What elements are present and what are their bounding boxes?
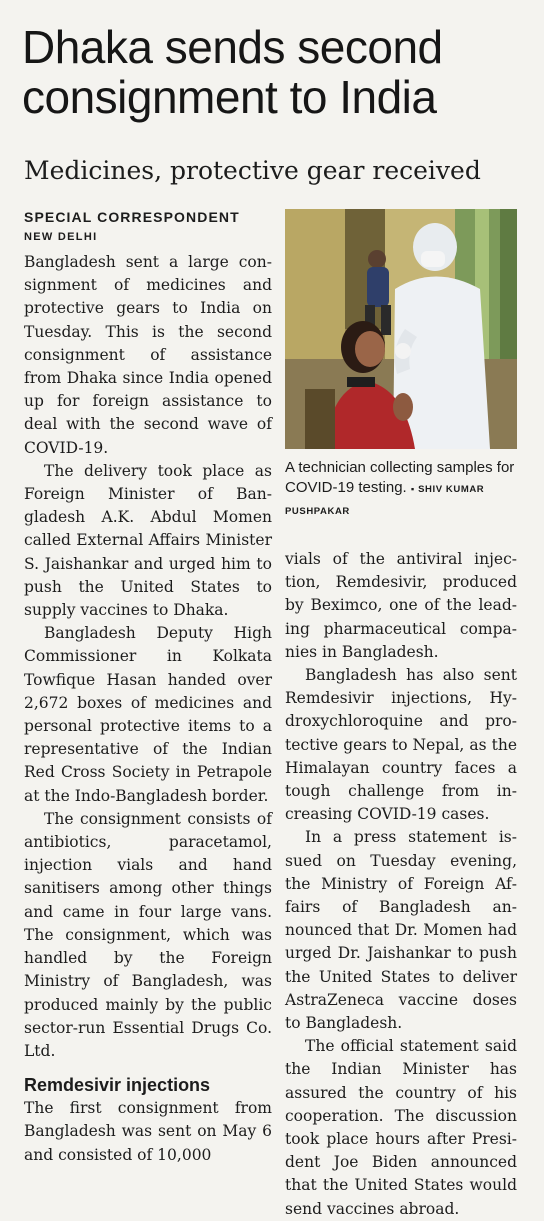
- headline: [22, 22, 532, 122]
- news-photo: [285, 209, 517, 449]
- paragraph: The official statement said the Indian Minister has assured the country of his cooperation. The discussion took place hours after President Joe Biden announced that the United States would send vaccines abroad.: [285, 1037, 517, 1218]
- photo-credit: ▪ SHIV KUMAR PUSHPAKAR: [285, 484, 485, 517]
- paragraph: The delivery took place as Foreign Minister of Bangladesh A.K. Abdul Momen called External Affairs Minister S. Jaishankar and urged him to push the United States to supply vaccines to Dhaka.: [24, 461, 272, 620]
- photo-illustration: [285, 209, 517, 449]
- caption-text: A technician collecting samples for COVID-19 testing.: [285, 459, 515, 496]
- byline: SPECIAL CORRESPONDENT: [24, 209, 240, 225]
- paragraph: vials of the antiviral injection, Remdesivir, produced by Beximco, one of the leading pharmaceutical companies in Bangladesh.: [285, 550, 517, 661]
- subheadline: Medicines, protective gear received: [24, 156, 481, 185]
- paragraph: Bangladesh sent a large consignment of medicines and protective gears to India on Tuesday. This is the second consignment of assistance from Dhaka since India opened up for foreign assistance to deal with the second wave of COVID-19.: [24, 253, 272, 457]
- paragraph: Bangladesh Deputy High Commissioner in Kolkata Towfique Hasan handed over 2,672 boxes of medicines and personal protective items to a representative of the Indian Red Cross Society in Petrapole at the Indo-Bangladesh border.: [24, 624, 272, 805]
- dateline: NEW DELHI: [24, 231, 98, 243]
- paragraph: The consignment consists of antibiotics, paracetamol, injection vials and hand sanitisers among other things and came in four large vans. The consignment, which was handled by the Foreign Ministry of Bangladesh, was produced mainly by the public sector-run Essential Drugs Co. Ltd.: [24, 809, 272, 1060]
- headline-line-1: Dhaka sends second: [22, 21, 443, 73]
- paragraph: Bangladesh has also sent Remdesivir injections, Hydroxychloroquine and protective gears to Nepal, as the Himalayan country faces a tough challenge from increasing COVID-19 cases.: [285, 666, 517, 824]
- article-column-2: [285, 548, 517, 1221]
- paragraph: In a press statement issued on Tuesday evening, the Ministry of Foreign Affairs of Bangladesh announced that Dr. Momen had urged Dr. Jaishankar to push the United States to deliver AstraZeneca vaccine doses to Bangladesh.: [285, 828, 517, 1033]
- headline-line-2: consignment to India: [22, 71, 437, 123]
- section-subheading: Remdesivir injections: [24, 1075, 211, 1096]
- article-column-1: [24, 251, 272, 1167]
- paragraph: The first consignment from Bangladesh was sent on May 6 and consisted of 10,000: [24, 1099, 272, 1164]
- photo-caption: [285, 458, 525, 522]
